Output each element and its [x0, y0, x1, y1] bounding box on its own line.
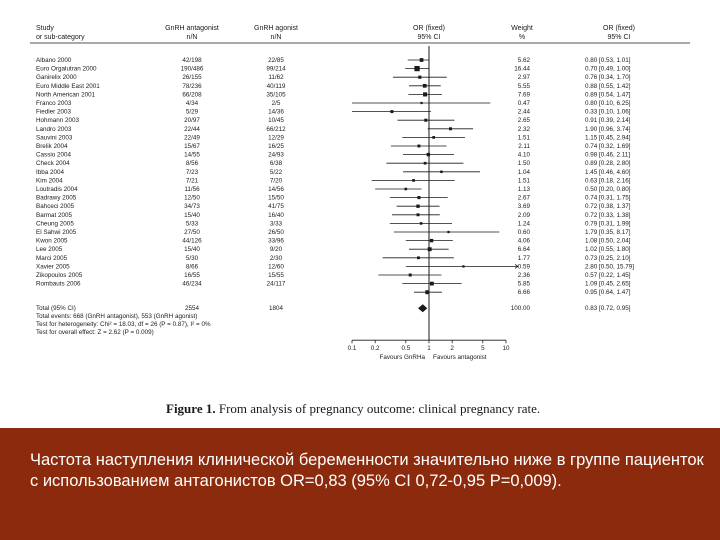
study-agonist-events: 5/22 [269, 168, 283, 176]
study-or-ci: 0.89 [0.54, 1.47] [585, 91, 631, 99]
study-name: Lee 2005 [36, 246, 63, 254]
study-name: Kwon 2005 [36, 237, 68, 245]
study-antagonist-events: 15/40 [184, 211, 200, 219]
x-axis-tick-label: 10 [502, 345, 510, 353]
study-point-estimate [424, 119, 427, 122]
study-or-ci: 1.79 [0.35, 8.17] [585, 229, 631, 236]
study-agonist-events: 66/212 [266, 125, 286, 133]
study-agonist-events: 24/93 [268, 151, 284, 159]
study-weight: 2.09 [517, 211, 530, 219]
study-weight: 2.67 [517, 194, 530, 202]
study-point-estimate [449, 127, 452, 130]
study-agonist-events: 99/214 [266, 65, 286, 73]
study-name: Fiedler 2003 [36, 108, 72, 116]
study-point-estimate [430, 282, 434, 286]
study-point-estimate [430, 239, 433, 242]
study-or-ci: 0.76 [0.34, 1.70] [585, 74, 631, 82]
study-weight: 2.32 [517, 125, 530, 133]
total-label: Total (95% CI) [36, 305, 76, 313]
study-antagonist-events: 15/67 [184, 143, 200, 150]
study-antagonist-events: 7/23 [185, 168, 199, 176]
study-weight: 2.65 [517, 117, 530, 125]
study-weight: 7.69 [517, 91, 530, 99]
study-or-ci: 0.95 [0.64, 1.47] [585, 289, 631, 297]
figure-caption-text: From analysis of pregnancy outcome: clinical pregnancy rate. [218, 401, 541, 416]
study-point-estimate [420, 58, 424, 62]
study-antagonist-events: 190/486 [180, 65, 204, 73]
study-or-ci: 0.74 [0.32, 1.69] [585, 143, 631, 150]
study-antagonist-events: 66/208 [182, 91, 202, 99]
header-antagonist-n: n/N [186, 34, 198, 41]
study-or-ci: 1.90 [0.96, 3.74] [585, 125, 631, 133]
study-or-ci: 0.98 [0.46, 2.11] [585, 151, 631, 159]
study-agonist-events: 12/60 [268, 263, 284, 271]
study-or-ci: 0.79 [0.31, 1.99] [585, 220, 631, 228]
study-weight: 5.85 [517, 280, 530, 288]
study-point-estimate [416, 205, 419, 208]
study-weight: 1.51 [517, 134, 530, 142]
study-agonist-events: 24/117 [266, 280, 286, 288]
study-or-ci: 0.89 [0.28, 2.80] [585, 160, 631, 168]
study-point-estimate [424, 162, 427, 165]
x-axis-tick-label: 0.2 [370, 345, 380, 353]
study-agonist-events: 14/56 [268, 186, 284, 193]
study-weight: 1.13 [517, 186, 530, 193]
study-or-ci: 1.02 [0.55, 1.80] [585, 246, 631, 254]
study-agonist-events: 33/96 [268, 237, 284, 245]
study-agonist-events: 9/20 [269, 246, 283, 254]
study-weight: 3.69 [517, 203, 530, 211]
forest-plot-svg [30, 18, 692, 418]
study-or-ci: 0.91 [0.39, 2.14] [585, 117, 631, 125]
study-antagonist-events: 5/33 [185, 220, 199, 228]
study-point-estimate [405, 188, 408, 191]
figure-caption-label: Figure 1. [166, 401, 216, 416]
study-weight: 6.66 [517, 289, 530, 297]
study-point-estimate [409, 274, 412, 277]
study-point-estimate [418, 76, 421, 79]
study-weight: 5.55 [517, 82, 530, 90]
study-point-estimate [432, 136, 435, 139]
study-or-ci: 1.09 [0.45, 2.65] [585, 280, 631, 288]
study-point-estimate [417, 256, 420, 259]
study-agonist-events: 16/25 [268, 143, 284, 150]
study-weight: 2.44 [517, 108, 530, 116]
study-antagonist-events: 8/56 [185, 160, 199, 168]
study-point-estimate [417, 145, 420, 148]
study-or-ci: 1.08 [0.50, 2.04] [585, 237, 631, 245]
study-weight: 2.36 [517, 272, 530, 279]
study-antagonist-events: 7/21 [185, 177, 199, 185]
study-or-ci: 0.80 [0.10, 6.25] [585, 100, 631, 107]
study-weight: 1.04 [517, 168, 530, 176]
total-or-ci: 0.83 [0.72, 0.95] [585, 305, 631, 313]
x-axis-tick-label: 0.5 [401, 345, 411, 353]
study-or-ci: 0.57 [0.22, 1.45] [585, 272, 631, 279]
study-or-ci: 0.33 [0.10, 1.06] [585, 108, 631, 116]
header-or-right: OR (fixed) [603, 25, 635, 32]
study-agonist-events: 6/38 [269, 160, 283, 168]
study-weight: 4.10 [517, 151, 530, 159]
study-agonist-events: 2/30 [269, 254, 283, 262]
header-agonist-n: n/N [270, 34, 282, 41]
study-name: Euro Middle East 2001 [36, 82, 100, 90]
study-name: Bahceci 2005 [36, 203, 75, 211]
study-antagonist-events: 44/126 [182, 237, 202, 245]
study-antagonist-events: 14/55 [184, 151, 200, 159]
slide-text-band [0, 428, 720, 540]
study-weight: 5.62 [517, 57, 530, 64]
study-antagonist-events: 42/198 [182, 57, 202, 64]
study-name: Rombauts 2006 [36, 280, 81, 288]
study-agonist-events: 15/50 [268, 194, 284, 202]
study-name: Cheung 2005 [36, 220, 74, 228]
study-antagonist-events: 27/50 [184, 229, 200, 236]
study-or-ci: 2.80 [0.50, 15.79] [585, 263, 635, 271]
study-agonist-events: 11/62 [268, 74, 284, 82]
study-antagonist-events: 34/73 [184, 203, 200, 211]
study-point-estimate [420, 102, 422, 104]
study-antagonist-events: 11/56 [184, 186, 200, 193]
x-axis-tick-label: 5 [481, 345, 485, 353]
total-events: Total events: 668 (GnRH antagonist), 553 (GnRH agonist) [36, 313, 198, 321]
study-agonist-events: 26/50 [268, 229, 284, 236]
study-agonist-events: 40/119 [266, 82, 286, 90]
total-weight: 100.00 [510, 305, 530, 313]
favours-right-label: Favours antagonist [433, 354, 487, 362]
study-point-estimate [423, 84, 427, 88]
study-antagonist-events: 20/97 [184, 117, 200, 125]
study-point-estimate [417, 196, 420, 199]
study-agonist-events: 15/55 [268, 272, 284, 279]
study-or-ci: 1.15 [0.45, 2.94] [585, 134, 631, 142]
study-point-estimate [390, 110, 393, 113]
study-or-ci: 0.70 [0.49, 1.00] [585, 65, 631, 73]
study-weight: 2.11 [518, 143, 530, 150]
total-antagonist: 2554 [184, 305, 200, 313]
study-antagonist-events: 16/55 [184, 272, 200, 279]
study-antagonist-events: 5/30 [185, 254, 199, 262]
study-point-estimate [440, 171, 443, 174]
study-name: Landro 2003 [36, 125, 72, 133]
study-weight: 6.64 [517, 246, 530, 254]
study-or-ci: 1.45 [0.46, 4.60] [585, 168, 631, 176]
study-name: Brelik 2004 [36, 143, 68, 150]
header-or-right-ci: 95% CI [607, 34, 631, 41]
study-agonist-events: 35/105 [266, 91, 286, 99]
study-antagonist-events: 22/49 [184, 134, 200, 142]
header-antagonist: GnRH antagonist [165, 25, 219, 32]
study-name: Hohmann 2003 [36, 117, 80, 125]
study-antagonist-events: 12/50 [184, 194, 200, 202]
study-antagonist-events: 15/40 [184, 246, 200, 254]
header-weight: Weight [511, 25, 533, 32]
study-antagonist-events: 4/34 [185, 100, 199, 107]
study-name: Ganirelix 2000 [36, 74, 77, 82]
study-agonist-events: 10/45 [268, 117, 284, 125]
study-antagonist-events: 78/236 [182, 82, 202, 90]
study-or-ci: 0.73 [0.25, 2.10] [585, 254, 631, 262]
study-or-ci: 0.50 [0.20, 0.80] [585, 186, 631, 193]
study-name: Ibba 2004 [36, 168, 65, 176]
study-or-ci: 0.72 [0.33, 1.38] [585, 211, 631, 219]
study-weight: 1.24 [517, 220, 530, 228]
study-name: Zikopoulos 2005 [36, 272, 83, 279]
study-name: Xavier 2005 [36, 263, 70, 271]
study-name: Marci 2005 [36, 254, 68, 262]
x-axis-tick-label: 2 [450, 345, 454, 353]
header-study-sub: or sub-category [36, 34, 85, 41]
overall-effect-test: Test for overall effect: Z = 2.62 (P = 0.009) [36, 329, 154, 337]
study-antagonist-events: 8/66 [185, 263, 199, 271]
study-point-estimate [412, 179, 415, 182]
study-agonist-events: 12/29 [268, 134, 284, 142]
study-point-estimate [428, 247, 432, 251]
study-or-ci: 0.63 [0.18, 2.16] [585, 177, 631, 185]
study-name: Badrawy 2005 [36, 194, 77, 202]
study-or-ci: 0.72 [0.38, 1.37] [585, 203, 631, 211]
total-agonist: 1804 [268, 305, 284, 313]
study-weight: 16.44 [514, 65, 530, 73]
study-point-estimate [447, 231, 449, 233]
study-agonist-events: 41/75 [268, 203, 284, 211]
header-study: Study [36, 25, 54, 32]
study-name: El Sahwi 2005 [36, 229, 77, 236]
study-point-estimate [420, 222, 423, 225]
slide-summary-text: Частота наступления клинической беременности значительно ниже в группе пациенток с использованием антагонистов OR=0,83 (95% CI 0,72-0,95 P=0,009). [30, 451, 704, 490]
x-axis-tick-label: 1 [427, 345, 431, 353]
study-name: Loutradis 2004 [36, 186, 78, 193]
header-agonist: GnRH agonist [254, 25, 298, 32]
study-antagonist-events: 5/29 [185, 108, 199, 116]
study-weight: 1.77 [517, 254, 530, 262]
total-diamond [418, 304, 427, 312]
study-name: Cassio 2004 [36, 151, 72, 159]
study-weight: 1.50 [517, 160, 530, 168]
study-point-estimate [462, 265, 464, 267]
study-point-estimate [423, 92, 427, 96]
header-weight-pct: % [518, 34, 526, 41]
study-agonist-events: 22/85 [268, 57, 284, 64]
study-agonist-events: 3/33 [269, 220, 283, 228]
study-agonist-events: 7/20 [269, 177, 283, 185]
study-or-ci: 0.74 [0.31, 1.75] [585, 194, 631, 202]
study-name: Kim 2004 [36, 177, 63, 185]
study-name: Franco 2003 [36, 100, 72, 107]
study-name: Euro Orgalutran 2000 [36, 65, 97, 73]
header-or: OR (fixed) [413, 25, 445, 32]
study-point-estimate [414, 66, 419, 71]
study-name: Barmat 2005 [36, 211, 73, 219]
study-agonist-events: 2/5 [271, 100, 281, 107]
study-weight: 1.51 [517, 177, 530, 185]
study-antagonist-events: 26/155 [182, 74, 202, 82]
heterogeneity-test: Test for heterogeneity: Chi² = 18.03, df = 26 (P = 0.87), I² = 0% [36, 321, 211, 329]
study-antagonist-events: 46/234 [182, 280, 202, 288]
study-antagonist-events: 22/44 [184, 125, 200, 133]
study-weight: 0.59 [517, 263, 530, 271]
study-point-estimate [417, 213, 420, 216]
study-weight: 2.97 [517, 74, 530, 82]
study-weight: 4.06 [517, 237, 530, 245]
figure-caption [166, 401, 540, 417]
study-name: Sauvini 2003 [36, 134, 73, 142]
study-agonist-events: 14/36 [268, 108, 284, 116]
study-name: North American 2001 [36, 91, 96, 99]
forest-plot-figure [30, 18, 692, 418]
study-name: Check 2004 [36, 160, 70, 168]
header-or-ci: 95% CI [417, 34, 441, 41]
favours-left-label: Favours GnRHa [379, 354, 425, 362]
study-point-estimate [427, 153, 430, 156]
study-or-ci: 0.88 [0.55, 1.42] [585, 82, 631, 90]
x-axis-tick-label: 0.1 [347, 345, 357, 353]
study-weight: 0.60 [517, 229, 530, 236]
study-or-ci: 0.80 [0.53, 1.01] [585, 57, 631, 64]
study-weight: 0.47 [517, 100, 530, 107]
study-agonist-events: 16/40 [268, 211, 284, 219]
study-name: Albano 2000 [36, 57, 72, 64]
